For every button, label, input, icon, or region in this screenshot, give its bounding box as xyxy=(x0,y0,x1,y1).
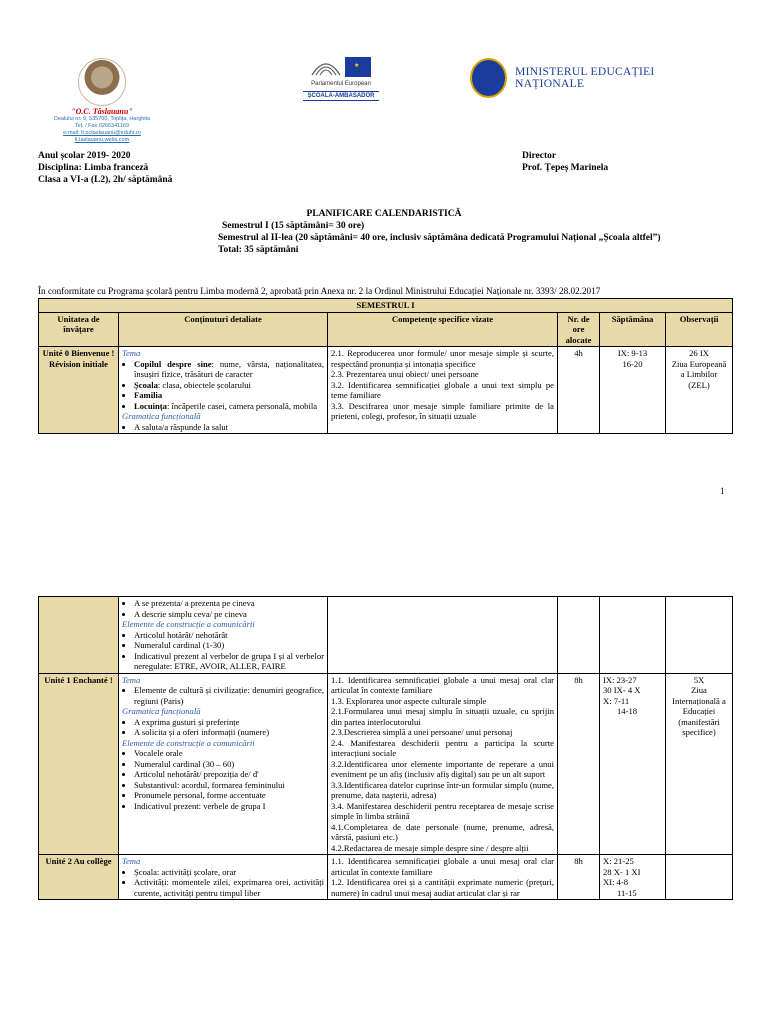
school-emblem-icon xyxy=(78,58,126,106)
table-row xyxy=(39,673,733,855)
total-line: Total: 35 săptămâni xyxy=(218,245,299,255)
ep-label: Parlamentul European xyxy=(311,81,371,87)
unit-0-weeks: IX: 9-13 16-20 xyxy=(600,347,666,434)
header-observations: Observații xyxy=(666,312,733,347)
list-item: • Pronumele personal, forme accentuate xyxy=(134,790,324,801)
document-title: PLANIFICARE CALENDARISTICĂ xyxy=(306,209,462,219)
ep-ambassador-label: ȘCOALĂ-AMBASADOR xyxy=(303,91,379,101)
list-item: • Copilul despre sine: nume, vârsta, naționalitatea, însușiri fizice, trăsături de caracter xyxy=(134,359,324,380)
list-item: • A se prezenta/ a prezenta pe cineva xyxy=(134,598,324,609)
school-web: lt.taslauanu.webs.com xyxy=(74,137,130,143)
unit-0-name: Unité 0 Bienvenue ! Révision initiale xyxy=(39,347,119,434)
ministry-name: MINISTERUL EDUCAȚIEI NAȚIONALE xyxy=(515,66,655,90)
page-gap xyxy=(0,512,768,576)
unit-2-hours: 8h xyxy=(558,855,600,900)
school-address: Dealului nr. 9, 535700, Toplița, Harghita xyxy=(53,116,151,122)
director-name: Prof. Țepeș Marinela xyxy=(522,163,609,173)
ministry-logo xyxy=(470,58,710,98)
list-item: • Școala: clasa, obiectele școlarului xyxy=(134,380,324,391)
class-info: Clasa a VI-a (L2), 2h/ săptămână xyxy=(38,175,173,185)
ep-logo xyxy=(303,55,379,101)
page-2 xyxy=(0,576,768,1024)
school-phone: Tel. / Fax 0266341169 xyxy=(74,123,130,129)
parliament-dome-icon xyxy=(310,57,342,77)
unit-1-contents: Tema • Elemente de cultură și civilizație: denumiri geografice, regiuni (Paris) Gramatica funcțională • A exprima gusturi și preferințe • A solicita și a oferi informații (numere) Elemente de construcție a comunicării • Vocalele orale • Numeralul cardinal (30 – 60) • Articolul nehotărât/ prepoziția de/ d' • Substantivul: acordul, formarea femininului • Pronumele personal, forme accentuate • Indicativul prezent: verbele de grupa I xyxy=(119,673,328,855)
school-logo xyxy=(32,58,172,144)
conformity-note: În conformitate cu Programa școlară pentru Limba modernă 2, aprobată prin Anexa nr. 2 la Ordinul Ministrului Educației Naționale nr. 3393/ 28.02.2017 xyxy=(38,286,601,296)
unit-0-competences: 2.1. Reproducerea unor formule/ unor mesaje simple și scurte, respectând pronunția și intonația specifice 2.3. Prezentarea unui obiect/ unei persoane 3.2. Identificarea semnificației globale a unui text simplu pe teme familiare 3.3. Descifrarea unor mesaje simple familiare primite de la prieteni, colegi, profesor, în situații uzuale xyxy=(328,347,558,434)
eu-flag-icon: ★ xyxy=(345,57,371,77)
school-name: "O.C. Tăslauanu" xyxy=(71,107,133,116)
header-week: Săptămâna xyxy=(600,312,666,347)
list-item: • Articolul nehotărât/ prepoziția de/ d' xyxy=(134,769,324,780)
unit-1-hours: 8h xyxy=(558,673,600,855)
page-number: 1 xyxy=(720,486,725,496)
continued-contents: • A se prezenta/ a prezenta pe cineva • A descrie simplu ceva/ pe cineva Elemente de construcție a comunicării • Articolul hotărât/ nehotărât • Numeralul cardinal (1-30) • Indicativul prezent al verbelor de grupa I și al verbelor neregulate: ETRE, AVOIR, ALLER, FAIRE xyxy=(119,597,328,674)
unit-1-competences: 1.1. Identificarea semnificației globale a unui mesaj oral clar articulat în contexte familiare 1.3. Explorarea unor aspecte culturale simple 2.1.Formularea unui mesaj simplu în situații uzuale, cu sprijin din partea interlocutorului 2.3.Descrierea simplă a unei persoane/ unui personaj 2.4. Manifestarea deschiderii pentru a participa la scurte interacțiuni sociale 3.2.Identificarea unor elemente importante de reperare a unui eveniment pe un afiș (inclusiv afiș digital) sau pe un alt suport 3.3.Identificarea datelor cuprinse într-un formular simplu (nume, prenume, data nașterii, adresa) 3.4. Manifestarea deschiderii pentru receptarea de mesaje scrise simple în limba străină 4.1.Completarea de date personale (nume, prenume, adresă, vârstă, pasiuni etc.) 4.2.Redactarea de mesaje simple despre sine / despre alții xyxy=(328,673,558,855)
list-item: • A saluta/a răspunde la salut xyxy=(134,422,324,433)
list-item: • Articolul hotărât/ nehotărât xyxy=(134,630,324,641)
unit-2-contents: Tema • Școala: activități școlare, orar • Activități: momentele zilei, exprimarea orei, activități curente, activități pentru timpul liber xyxy=(119,855,328,900)
list-item: • A solicita și a oferi informații (numere) xyxy=(134,727,324,738)
header-contents: Conținuturi detaliate xyxy=(119,312,328,347)
unit-1-observations: 5X Ziua Internațională a Educației (manifestări specifice) xyxy=(666,673,733,855)
meta-right xyxy=(522,150,608,174)
meta-left xyxy=(38,150,172,186)
list-item: • Școala: activități școlare, orar xyxy=(134,867,324,878)
list-item: • A exprima gusturi și preferințe xyxy=(134,717,324,728)
planning-table-continued xyxy=(38,596,733,900)
unit-0-observations: 26 IX Ziua Europeană a Limbilor (ZEL) xyxy=(666,347,733,434)
list-item: • Indicativul prezent al verbelor de grupa I și al verbelor neregulate: ETRE, AVOIR, ALLER, FAIRE xyxy=(134,651,324,672)
unit-2-competences: 1.1. Identificarea semnificației globale a unui mesaj oral clar articulat în contexte familiare 1.2. Identificarea orei și a cantității exprimate numeric (prețuri, numere) în cadrul unui mesaj audiat articulat clar și rar xyxy=(328,855,558,900)
list-item: • A descrie simplu ceva/ pe cineva xyxy=(134,609,324,620)
director-label: Director xyxy=(522,151,557,161)
semester-heading: SEMESTRUL I xyxy=(39,299,733,313)
planning-table xyxy=(38,298,733,434)
list-item: • Numeralul cardinal (1-30) xyxy=(134,640,324,651)
list-item: • Activități: momentele zilei, exprimarea orei, activități curente, activități pentru timpul liber xyxy=(134,877,324,898)
unit-1-name: Unité 1 Enchanté ! xyxy=(39,673,119,855)
header-competences: Competențe specifice vizate xyxy=(328,312,558,347)
list-item: • Locuința: încăperile casei, camera personală, mobila xyxy=(134,401,324,412)
unit-2-weeks: X: 21-25 28 X- 1 XI XI: 4-8 11-15 xyxy=(600,855,666,900)
table-row xyxy=(39,597,733,674)
semester-2-line: Semestrul al II-lea (20 săptămâni= 40 ore, inclusiv săptămâna dedicată Programului Național „Școala altfel”) xyxy=(218,233,661,243)
table-row xyxy=(39,347,733,434)
unit-0-hours: 4h xyxy=(558,347,600,434)
list-item: • Numeralul cardinal (30 – 60) xyxy=(134,759,324,770)
list-item: • Vocalele orale xyxy=(134,748,324,759)
list-item: • Indicativul prezent: verbele de grupa I xyxy=(134,801,324,812)
list-item: • Familia xyxy=(134,390,324,401)
semester-1-line: Semestrul I (15 săptămâni= 30 ore) xyxy=(222,221,365,231)
unit-1-weeks: IX: 23-27 30 IX- 4 X X: 7-11 14-18 xyxy=(600,673,666,855)
header-hours: Nr. de ore alocate xyxy=(558,312,600,347)
list-item: • Elemente de cultură și civilizație: denumiri geografice, regiuni (Paris) xyxy=(134,685,324,706)
header-unit: Unitatea de învățare xyxy=(39,312,119,347)
title-block xyxy=(0,208,768,256)
school-email: e-mail: lt.octaslauanu@eduhr.ro xyxy=(63,130,141,136)
romania-coat-of-arms-icon xyxy=(470,58,507,98)
header-logos xyxy=(0,52,768,152)
unit-0-contents: Tema • Copilul despre sine: nume, vârsta, naționalitatea, însușiri fizice, trăsături de caracter • Școala: clasa, obiectele școlarului • Familia • Locuința: încăperile casei, camera personală, mobila Gramatica funcțională • A saluta/a răspunde la salut xyxy=(119,347,328,434)
list-item: • Substantivul: acordul, formarea femininului xyxy=(134,780,324,791)
table-row xyxy=(39,855,733,900)
school-year: Anul școlar 2019- 2020 xyxy=(38,151,131,161)
subject: Disciplina: Limba franceză xyxy=(38,163,149,173)
unit-2-name: Unité 2 Au collège xyxy=(39,855,119,900)
